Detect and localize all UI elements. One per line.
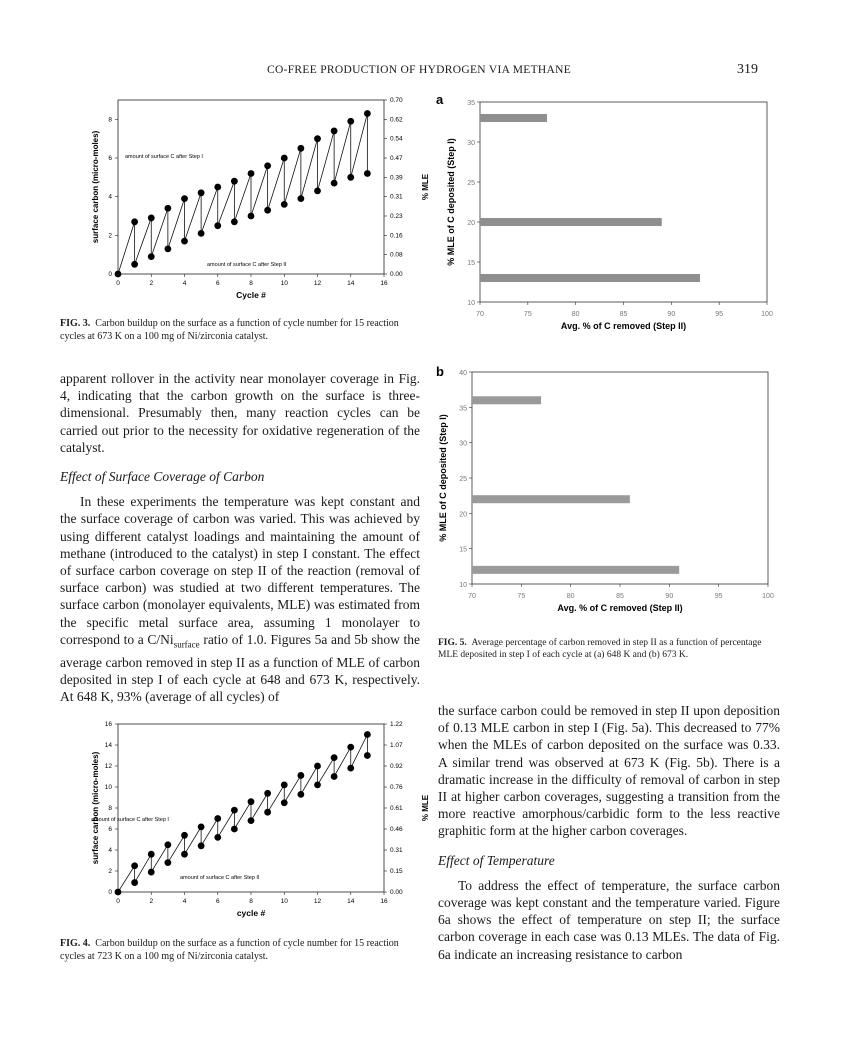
step2-point: [231, 218, 238, 225]
section-title-temperature: Effect of Temperature: [438, 852, 555, 868]
y2-axis-label: % MLE: [421, 173, 430, 201]
step1-point: [297, 145, 304, 152]
fig3-annotation-top: amount of surface C after Step I: [125, 154, 203, 160]
step1-point: [131, 218, 138, 225]
step2-point: [115, 889, 122, 896]
y2-tick-label: 0.00: [390, 271, 403, 278]
x-tick-label: 10: [280, 280, 288, 287]
x-tick-label: 0: [116, 898, 120, 905]
x-tick-label: 85: [616, 593, 624, 600]
y-tick-label: 40: [459, 370, 467, 377]
y-tick-label: 30: [467, 140, 475, 147]
left-para-2-sub: surface: [173, 639, 200, 650]
page-number: 319: [737, 62, 758, 77]
left-para-2-text: In these experiments the temperature was kept constant and the surface coverage of carbon was varied. This was achieved by using different catalyst loadings and maintaining the amount of methane (introduced to the catalyst) in step I constant. The effect of surface carbon coverage on step II of the reaction (removal of surface carbon) was studied at two different temperatures. The surface carbon (monolayer equivalents, MLE) was estimated from the specific metal surface area, assuming 1 monolayer to correspond to a C/Ni: [60, 494, 420, 647]
step2-point: [214, 222, 221, 229]
y-tick-label: 2: [108, 232, 112, 240]
step2-point: [331, 773, 338, 780]
x-axis-label: cycle #: [236, 908, 266, 918]
step1-point: [131, 862, 138, 869]
x-axis-label: Cycle #: [236, 290, 266, 300]
fig5a-chart: [430, 92, 800, 354]
y-tick-label: 10: [459, 582, 467, 589]
y2-tick-label: 1.22: [390, 721, 403, 728]
sawtooth-line: [118, 114, 367, 274]
step1-point: [198, 824, 205, 831]
step2-point: [347, 765, 354, 772]
step2-point: [148, 253, 155, 260]
fig5-caption-label: FIG. 5.: [438, 638, 467, 648]
y2-tick-label: 0.70: [390, 97, 403, 104]
step2-point: [347, 174, 354, 181]
y-axis-label: surface carbon (micro-moles): [91, 751, 100, 865]
x-axis-label: Avg. % of C removed (Step II): [560, 321, 687, 331]
step2-point: [331, 180, 338, 187]
x-tick-label: 70: [468, 593, 476, 600]
y-tick-label: 25: [467, 180, 475, 187]
step2-point: [248, 817, 255, 824]
step2-point: [281, 201, 288, 208]
step2-point: [164, 859, 171, 866]
step2-point: [248, 213, 255, 220]
right-column: [438, 702, 780, 963]
step2-point: [297, 195, 304, 202]
fig5b-chart: [430, 362, 800, 624]
step1-point: [248, 798, 255, 805]
step2-point: [214, 834, 221, 841]
bar: [480, 218, 662, 226]
left-para-1: apparent rollover in the activity near monolayer coverage in Fig. 4, indicating that the carbon growth on the surface is three-dimensional. Presumably then, many reaction cycles can be carried out prior to the necessity for oxidative regeneration of the catalyst.: [60, 371, 420, 455]
y-tick-label: 6: [108, 155, 112, 162]
left-para-2: [60, 493, 420, 705]
x-tick-label: 4: [182, 898, 187, 905]
x-tick-label: 12: [313, 280, 322, 287]
x-tick-label: 100: [761, 311, 773, 318]
x-tick-label: 0: [116, 280, 120, 287]
x-tick-label: 10: [280, 898, 288, 905]
y-tick-label: 16: [104, 721, 112, 728]
bar: [472, 396, 541, 404]
right-para-2: To address the effect of temperature, the surface carbon coverage was kept constant and the temperature varied. Figure 6a shows the effect of temperature on step II; the surface carbon coverage in each case was 0.13 MLEs. The data of Fig. 6a indicate an increasing resistance to carbon: [438, 877, 780, 962]
fig4-caption-text: Carbon buildup on the surface as a function of cycle number for 15 reaction cycles at 723 K on a 100 mg of Ni/zirconia catalyst.: [60, 938, 399, 962]
x-tick-label: 75: [517, 593, 526, 600]
bar: [472, 566, 679, 574]
left-column: [60, 370, 420, 705]
fig3-chart: [80, 92, 430, 312]
x-tick-label: 6: [215, 280, 220, 287]
fig3-caption: [60, 318, 420, 343]
section-title-coverage: Effect of Surface Coverage of Carbon: [60, 469, 265, 485]
y-tick-label: 15: [467, 260, 475, 267]
step2-point: [198, 230, 205, 237]
y-tick-label: 8: [108, 805, 112, 812]
step2-point: [164, 245, 171, 252]
y2-tick-label: 0.46: [390, 826, 403, 833]
y2-tick-label: 0.39: [390, 174, 403, 182]
step1-point: [198, 189, 205, 196]
x-tick-label: 80: [571, 311, 580, 318]
step2-point: [314, 782, 321, 789]
step2-point: [364, 170, 371, 177]
x-tick-label: 16: [380, 898, 388, 905]
step1-point: [148, 851, 155, 858]
step2-point: [264, 809, 271, 816]
step2-point: [131, 261, 138, 268]
y-tick-label: 14: [104, 742, 112, 749]
step2-point: [264, 207, 271, 214]
step1-point: [264, 162, 271, 169]
step1-point: [214, 184, 221, 191]
left-para-2-end: ratio of 1.0. Figures 5a and 5b show the average carbon removed in step II as a function of MLE of carbon deposited in step I of each cycle at 648 and 673 K, respectively. At 648 K, 93% (average of all cycles) of: [60, 631, 420, 705]
step1-point: [148, 215, 155, 222]
y2-tick-label: 0.62: [390, 116, 403, 124]
y2-tick-label: 0.31: [390, 193, 403, 201]
step2-point: [181, 851, 188, 858]
x-tick-label: 2: [149, 898, 154, 905]
fig4-annotation-top: amount of surface C after Step I: [91, 817, 169, 823]
y-tick-label: 35: [467, 100, 475, 107]
y2-tick-label: 0.08: [390, 251, 403, 259]
x-tick-label: 80: [566, 593, 575, 600]
step1-point: [297, 772, 304, 779]
y2-axis-label: % MLE: [421, 794, 430, 822]
step2-point: [364, 752, 371, 759]
step1-point: [181, 832, 188, 839]
y-tick-label: 4: [108, 847, 112, 854]
step1-point: [347, 744, 354, 751]
y2-tick-label: 0.54: [390, 135, 403, 143]
step1-point: [264, 790, 271, 797]
step2-point: [314, 187, 321, 194]
fig4-chart: [80, 716, 430, 936]
fig3-annotation-bottom: amount of surface C after Step II: [207, 262, 287, 268]
step1-point: [364, 110, 371, 117]
x-tick-label: 75: [523, 311, 532, 318]
step1-point: [231, 178, 238, 185]
x-tick-label: 90: [667, 311, 676, 318]
right-para-1: the surface carbon could be removed in step II upon deposition of 0.13 MLE carbon in step I (Fig. 5a). This decreased to 77% when the MLEs of carbon deposited on the surface was 0.33. A similar trend was observed at 673 K (Fig. 5b). There is a dramatic increase in the difficulty of removal of carbon in step II at higher carbon coverages, suggesting a transition from the more reactive amorphous/carbidic form to the less reactive graphitic form at the higher carbon coverages.: [438, 703, 780, 839]
y-tick-label: 15: [459, 546, 467, 554]
x-tick-label: 8: [249, 898, 253, 905]
fig3-caption-label: FIG. 3.: [60, 318, 91, 329]
step1-point: [164, 841, 171, 848]
x-tick-label: 12: [313, 898, 322, 905]
step2-point: [181, 238, 188, 245]
y-tick-label: 10: [104, 784, 112, 791]
fig4-caption: [60, 938, 420, 963]
y2-tick-label: 0.15: [390, 868, 403, 875]
fig5b-panel-label: b: [436, 364, 444, 379]
step1-point: [281, 155, 288, 162]
x-tick-label: 85: [619, 311, 628, 318]
step2-point: [115, 271, 122, 278]
step2-point: [131, 879, 138, 886]
bar: [480, 274, 700, 282]
y-tick-label: 30: [459, 440, 467, 448]
step1-point: [248, 170, 255, 177]
y-tick-label: 10: [467, 300, 475, 307]
x-tick-label: 6: [215, 898, 220, 905]
y2-tick-label: 0.76: [390, 784, 403, 791]
step1-point: [314, 763, 321, 770]
fig3-caption-text: Carbon buildup on the surface as a function of cycle number for 15 reaction cycles at 673 K on a 100 mg of Ni/zirconia catalyst.: [60, 318, 399, 342]
fig5-caption-text: Average percentage of carbon removed in step II as a function of percentage MLE deposited in step I of each cycle at (a) 648 K and (b) 673 K.: [438, 638, 762, 660]
step2-point: [281, 799, 288, 806]
x-tick-label: 8: [249, 280, 253, 287]
y-axis-label: % MLE of C deposited (Step I): [446, 138, 456, 266]
y-tick-label: 4: [108, 193, 112, 201]
step1-point: [164, 205, 171, 212]
y-tick-label: 6: [108, 826, 112, 833]
y-tick-label: 25: [459, 476, 467, 483]
step1-point: [281, 782, 288, 789]
bar: [472, 495, 630, 503]
y-tick-label: 8: [108, 116, 112, 124]
y-tick-label: 20: [459, 511, 467, 519]
y-tick-label: 2: [108, 868, 112, 875]
x-tick-label: 16: [380, 280, 388, 287]
y2-tick-label: 0.61: [390, 805, 403, 812]
running-title: CO-FREE PRODUCTION OF HYDROGEN VIA METHANE: [267, 64, 572, 76]
y-tick-label: 20: [467, 220, 475, 227]
y-axis-label: % MLE of C deposited (Step I): [438, 414, 448, 542]
x-tick-label: 70: [476, 311, 484, 318]
step1-point: [314, 135, 321, 142]
step1-point: [331, 128, 338, 135]
step1-point: [331, 754, 338, 761]
y-tick-label: 0: [108, 889, 112, 896]
fig5a-panel-label: a: [436, 92, 444, 107]
x-tick-label: 95: [715, 311, 724, 318]
y-tick-label: 0: [108, 271, 112, 278]
fig4-caption-label: FIG. 4.: [60, 938, 91, 949]
step1-point: [231, 807, 238, 814]
x-tick-label: 14: [347, 898, 355, 905]
x-tick-label: 90: [665, 593, 674, 600]
plot-frame: [480, 102, 767, 302]
step2-point: [297, 791, 304, 798]
sawtooth-line: [118, 735, 367, 893]
step1-point: [181, 195, 188, 202]
bar: [480, 114, 547, 122]
step2-point: [231, 826, 238, 833]
y-axis-label: surface carbon (micro-moles): [91, 130, 100, 244]
x-axis-label: Avg. % of C removed (Step II): [557, 603, 683, 613]
y2-tick-label: 0.92: [390, 763, 403, 770]
step1-point: [347, 118, 354, 125]
step1-point: [214, 815, 221, 822]
x-tick-label: 95: [714, 593, 723, 600]
x-tick-label: 100: [762, 593, 774, 600]
y2-tick-label: 0.47: [390, 155, 403, 162]
running-header: [0, 64, 864, 84]
y2-tick-label: 0.16: [390, 232, 403, 240]
fig5-caption: [438, 638, 780, 661]
y2-tick-label: 1.07: [390, 742, 403, 749]
fig4-annotation-bottom: amount of surface C after Step II: [180, 875, 260, 881]
y2-tick-label: 0.23: [390, 213, 403, 220]
x-tick-label: 4: [182, 280, 187, 287]
step2-point: [198, 842, 205, 849]
y-tick-label: 12: [104, 763, 112, 770]
y2-tick-label: 0.00: [390, 889, 403, 896]
step1-point: [364, 731, 371, 738]
step2-point: [148, 869, 155, 876]
x-tick-label: 2: [149, 280, 154, 287]
y2-tick-label: 0.31: [390, 847, 403, 854]
x-tick-label: 14: [347, 280, 355, 287]
y-tick-label: 35: [459, 405, 467, 413]
